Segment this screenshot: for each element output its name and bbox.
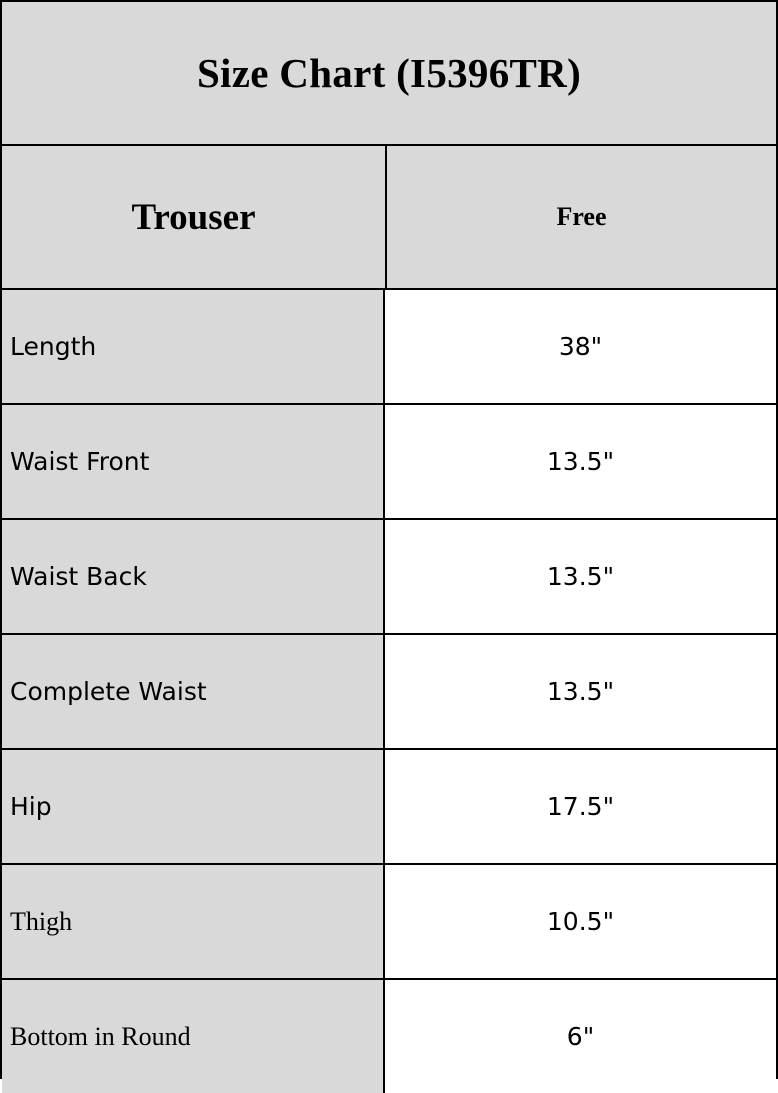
table-header-row — [2, 146, 776, 290]
table-row — [2, 865, 776, 980]
measurement-value-cell — [385, 405, 776, 518]
measurement-value-cell — [385, 520, 776, 633]
measurement-value-cell — [385, 290, 776, 403]
measurement-value-cell — [385, 750, 776, 863]
measurement-label: Length — [10, 332, 97, 361]
measurement-value-cell — [385, 980, 776, 1093]
measurement-value: 38" — [558, 332, 603, 361]
table-row — [2, 750, 776, 865]
measurement-value: 6" — [566, 1022, 595, 1051]
table-row — [2, 520, 776, 635]
column-header-size-label: Free — [556, 202, 607, 231]
chart-title-row — [2, 2, 776, 146]
measurement-label-cell — [2, 290, 385, 403]
measurement-label: Bottom in Round — [10, 1021, 191, 1051]
column-header-category — [2, 146, 387, 288]
measurement-value: 13.5" — [546, 447, 615, 476]
page-title: Size Chart (I5396TR) — [196, 50, 582, 96]
measurement-label: Thigh — [10, 906, 73, 936]
measurement-value: 10.5" — [546, 907, 615, 936]
measurement-label-cell — [2, 980, 385, 1093]
table-row — [2, 405, 776, 520]
column-header-category-label: Trouser — [131, 196, 256, 238]
measurement-label-cell — [2, 865, 385, 978]
measurement-label-cell — [2, 405, 385, 518]
measurement-value: 13.5" — [546, 562, 615, 591]
column-header-size — [387, 146, 776, 288]
table-row — [2, 290, 776, 405]
measurement-label: Complete Waist — [10, 677, 207, 706]
measurement-label-cell — [2, 635, 385, 748]
table-row — [2, 635, 776, 750]
measurement-label-cell — [2, 520, 385, 633]
measurement-label-cell — [2, 750, 385, 863]
measurement-value-cell — [385, 635, 776, 748]
measurement-value: 13.5" — [546, 677, 615, 706]
measurement-label: Waist Front — [10, 447, 150, 476]
measurement-value-cell — [385, 865, 776, 978]
table-row — [2, 980, 776, 1093]
measurement-label: Waist Back — [10, 562, 147, 591]
measurement-value: 17.5" — [546, 792, 615, 821]
measurement-label: Hip — [10, 792, 52, 821]
